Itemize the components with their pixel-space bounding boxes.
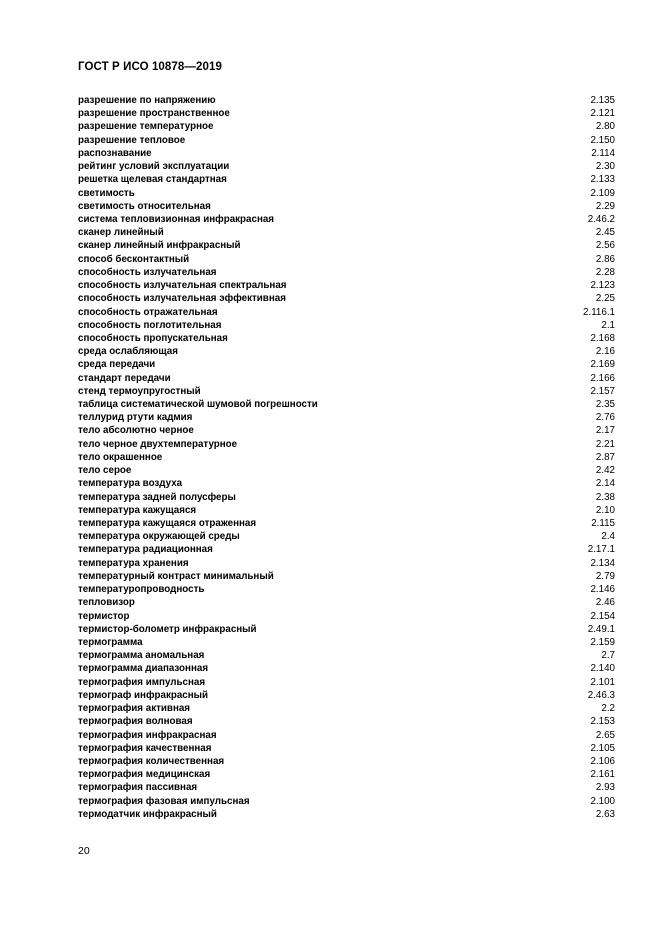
index-entry <box>78 411 615 424</box>
index-term: термография инфракрасная <box>78 729 217 741</box>
index-term: термограф инфракрасный <box>78 689 209 701</box>
index-reference-number: 2.135 <box>590 95 615 106</box>
index-reference-number: 2.46.3 <box>587 689 615 701</box>
index-entry <box>78 94 615 107</box>
index-entry <box>78 491 615 504</box>
index-entry <box>78 120 615 133</box>
index-term: способность излучательная эффективная <box>78 293 286 305</box>
index-entry <box>78 253 615 266</box>
index-entry <box>78 477 615 490</box>
index-reference-number: 2.2 <box>601 703 615 715</box>
index-term: температура воздуха <box>78 478 183 490</box>
index-term: решетка щелевая стандартная <box>78 174 227 186</box>
index-term: система тепловизионная инфракрасная <box>78 213 275 225</box>
index-reference-number: 2.28 <box>595 266 615 278</box>
index-entry <box>78 398 615 411</box>
index-entry <box>78 517 615 530</box>
index-term: температура кажущаяся отраженная <box>78 518 257 529</box>
index-reference-number: 2.49.1 <box>587 623 615 635</box>
index-reference-number: 2.121 <box>590 108 615 120</box>
index-term: светимость <box>78 187 135 199</box>
index-entry <box>78 213 615 226</box>
index-term: термография активная <box>78 703 191 715</box>
index-entry <box>78 107 615 120</box>
index-entry <box>78 200 615 213</box>
index-reference-number: 2.140 <box>590 663 615 675</box>
index-term: разрешение пространственное <box>78 108 230 120</box>
index-entry <box>78 147 615 160</box>
index-entry <box>78 319 615 332</box>
index-term: среда передачи <box>78 359 156 371</box>
index-entry <box>78 636 615 649</box>
index-term: температуропроводность <box>78 584 205 596</box>
index-entry <box>78 226 615 239</box>
index-term: тело абсолютно черное <box>78 425 194 437</box>
index-reference-number: 2.79 <box>595 570 615 582</box>
index-reference-number: 2.35 <box>595 399 615 411</box>
index-entry <box>78 649 615 662</box>
index-entry <box>78 662 615 675</box>
index-term: температура радиационная <box>78 544 213 556</box>
index-reference-number: 2.30 <box>595 161 615 173</box>
index-entry <box>78 768 615 781</box>
index-reference-number: 2.101 <box>590 676 615 688</box>
page-number: 20 <box>78 845 90 857</box>
index-entry <box>78 239 615 252</box>
index-reference-number: 2.100 <box>590 795 615 807</box>
index-entry <box>78 596 615 609</box>
index-entry <box>78 543 615 556</box>
index-term: тело черное двухтемпературное <box>78 438 238 450</box>
index-term: тепловизор <box>78 597 135 609</box>
index-reference-number: 2.161 <box>590 769 615 781</box>
index-reference-number: 2.80 <box>595 121 615 133</box>
index-term: термография пассивная <box>78 782 198 794</box>
index-reference-number: 2.106 <box>590 755 615 767</box>
index-reference-number: 2.168 <box>590 332 615 344</box>
index-term: среда ослабляющая <box>78 346 178 358</box>
index-reference-number: 2.38 <box>595 491 615 503</box>
index-reference-number: 2.16 <box>595 346 615 358</box>
index-entry <box>78 332 615 345</box>
index-term: термограмма диапазонная <box>78 663 209 675</box>
index-reference-number: 2.134 <box>590 557 615 569</box>
index-term: температура хранения <box>78 557 189 569</box>
index-reference-number: 2.14 <box>595 478 615 490</box>
index-entry <box>78 464 615 477</box>
index-reference-number: 2.123 <box>590 280 615 292</box>
index-reference-number: 2.150 <box>590 134 615 146</box>
index-term: тело серое <box>78 465 132 477</box>
index-term: температурный контраст минимальный <box>78 570 274 582</box>
index-reference-number: 2.46 <box>595 597 615 609</box>
index-term: термография качественная <box>78 742 212 754</box>
index-reference-number: 2.133 <box>590 174 615 186</box>
index-term: термография фазовая импульсная <box>78 795 250 807</box>
index-term: разрешение температурное <box>78 121 214 133</box>
index-reference-number: 2.10 <box>595 504 615 516</box>
index-entry <box>78 424 615 437</box>
index-entry <box>78 676 615 689</box>
index-reference-number: 2.87 <box>595 451 615 463</box>
index-term: разрешение тепловое <box>78 134 186 146</box>
index-reference-number: 2.1 <box>601 319 615 331</box>
index-reference-number: 2.166 <box>590 372 615 384</box>
index-entry <box>78 530 615 543</box>
index-entry <box>78 306 615 319</box>
index-reference-number: 2.76 <box>595 412 615 424</box>
index-entry <box>78 623 615 636</box>
index-entry <box>78 583 615 596</box>
index-reference-number: 2.159 <box>590 636 615 648</box>
index-term: сканер линейный <box>78 227 164 239</box>
index-term: способность поглотительная <box>78 319 222 331</box>
index-term: термография медицинская <box>78 769 211 781</box>
index-entry <box>78 134 615 147</box>
index-reference-number: 2.42 <box>595 465 615 477</box>
index-reference-number: 2.86 <box>595 253 615 265</box>
index-reference-number: 2.146 <box>590 584 615 596</box>
index-entry <box>78 372 615 385</box>
index-reference-number: 2.116.1 <box>583 306 615 318</box>
index-reference-number: 2.105 <box>590 742 615 754</box>
index-entry <box>78 504 615 517</box>
index-entry <box>78 438 615 451</box>
index-entry <box>78 451 615 464</box>
index-term: способность излучательная <box>78 266 217 278</box>
index-reference-number: 2.7 <box>601 650 615 662</box>
index-term: теллурид ртути кадмия <box>78 412 193 424</box>
index-entry <box>78 742 615 755</box>
index-term: термография волновая <box>78 716 193 728</box>
index-term: стенд термоупругостный <box>78 385 201 397</box>
index-reference-number: 2.109 <box>590 187 615 199</box>
index-term: термограмма аномальная <box>78 650 205 662</box>
index-term: температура окружающей среды <box>78 531 240 543</box>
index-reference-number: 2.169 <box>590 359 615 371</box>
index-term: распознавание <box>78 147 152 159</box>
index-entry <box>78 385 615 398</box>
index-entry <box>78 187 615 200</box>
index-reference-number: 2.25 <box>595 293 615 305</box>
index-term: температура задней полусферы <box>78 491 236 503</box>
index-entry <box>78 702 615 715</box>
index-entry <box>78 755 615 768</box>
index-term: термограмма <box>78 636 143 648</box>
index-reference-number: 2.63 <box>595 808 615 820</box>
index-reference-number: 2.93 <box>595 782 615 794</box>
index-reference-number: 2.45 <box>595 227 615 239</box>
index-reference-number: 2.46.2 <box>587 213 615 225</box>
index-entry <box>78 795 615 808</box>
index-entry <box>78 358 615 371</box>
index-entry <box>78 345 615 358</box>
index-reference-number: 2.17.1 <box>587 544 615 556</box>
index-term: способность отражательная <box>78 306 218 318</box>
index-term: термистор-болометр инфракрасный <box>78 623 257 635</box>
index-term: термодатчик инфракрасный <box>78 808 217 820</box>
index-term: термистор <box>78 610 130 622</box>
index-term: термография импульсная <box>78 676 206 688</box>
index-term: светимость относительная <box>78 200 211 212</box>
index-reference-number: 2.157 <box>590 385 615 397</box>
index-reference-number: 2.29 <box>595 200 615 212</box>
index-term: способ бесконтактный <box>78 253 190 265</box>
index-reference-number: 2.115 <box>591 518 615 529</box>
index-term: разрешение по напряжению <box>78 95 216 106</box>
index-reference-number: 2.65 <box>595 729 615 741</box>
index-reference-number: 2.114 <box>591 147 615 159</box>
index-term: стандарт передачи <box>78 372 171 384</box>
index-entry <box>78 781 615 794</box>
index-term: сканер линейный инфракрасный <box>78 240 241 252</box>
index-entry <box>78 557 615 570</box>
index-entry <box>78 279 615 292</box>
index-term: способность излучательная спектральная <box>78 280 287 292</box>
index-reference-number: 2.154 <box>590 610 615 622</box>
index-term: температура кажущаяся <box>78 504 197 516</box>
index-entry <box>78 570 615 583</box>
term-index-list <box>78 94 615 821</box>
index-reference-number: 2.21 <box>595 438 615 450</box>
index-entry <box>78 689 615 702</box>
index-reference-number: 2.17 <box>595 425 615 437</box>
index-entry <box>78 610 615 623</box>
index-entry <box>78 173 615 186</box>
index-term: термография количественная <box>78 755 225 767</box>
index-entry <box>78 160 615 173</box>
page-title: ГОСТ Р ИСО 10878—2019 <box>78 61 223 73</box>
index-term: тело окрашенное <box>78 451 163 463</box>
index-entry <box>78 715 615 728</box>
index-term: способность пропускательная <box>78 332 228 344</box>
index-term: таблица систематической шумовой погрешности <box>78 399 318 411</box>
index-entry <box>78 292 615 305</box>
index-reference-number: 2.153 <box>590 716 615 728</box>
index-reference-number: 2.56 <box>595 240 615 252</box>
index-reference-number: 2.4 <box>601 531 615 543</box>
index-entry <box>78 266 615 279</box>
index-entry <box>78 729 615 742</box>
index-entry <box>78 808 615 821</box>
index-term: рейтинг условий эксплуатации <box>78 161 230 173</box>
